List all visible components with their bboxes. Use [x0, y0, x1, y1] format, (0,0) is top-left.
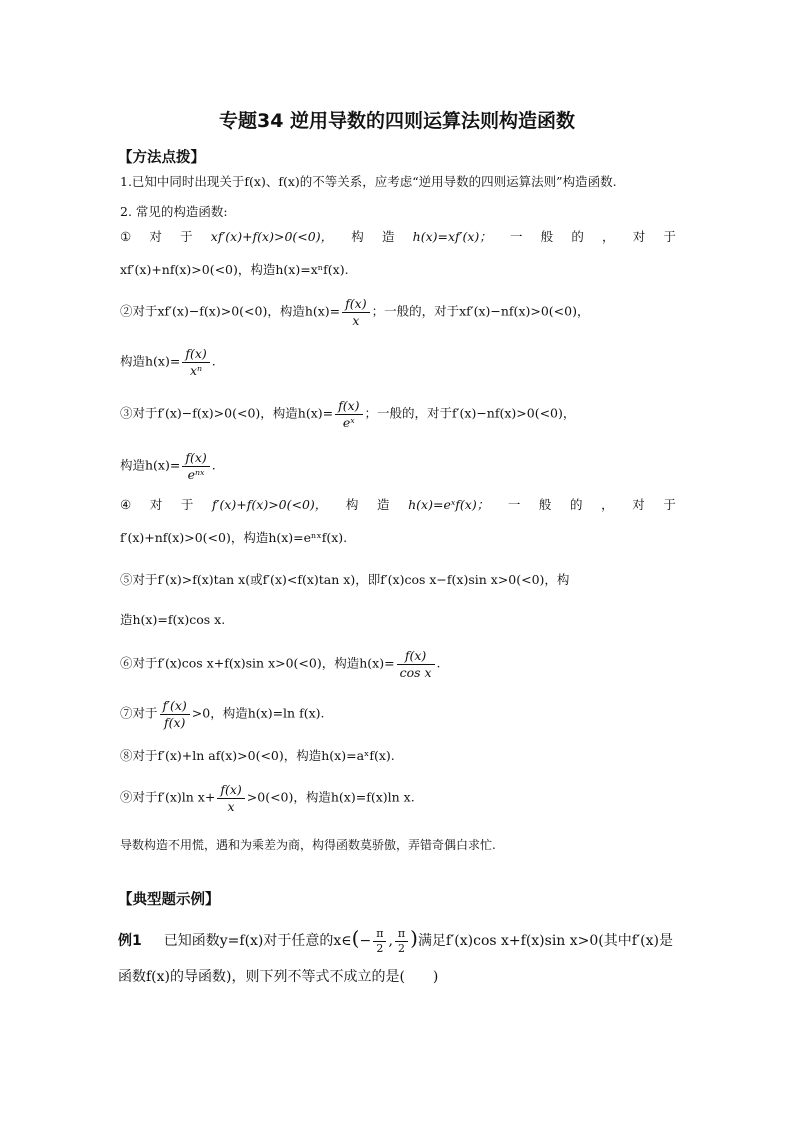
- construct-6-line: [120, 648, 441, 680]
- example-label: 例1: [118, 933, 142, 949]
- mnemonic-note: 导数构造不用慌，遇和为乘差为商，构得函数莫骄傲，弄错奇偶白求忙.: [120, 838, 496, 852]
- c9-pre: ⑨对于f′(x)ln x+: [120, 789, 216, 805]
- c6-pre: ⑥对于f′(x)cos x+f(x)sin x>0(<0)，构造h(x)=: [120, 655, 395, 671]
- c2-pre: ②对于xf′(x)−f(x)>0(<0)，构造h(x)=: [120, 303, 341, 319]
- c3-line2-pre: 构造h(x)=: [120, 457, 181, 473]
- c4-part: ，: [601, 497, 614, 512]
- c1-part: 对: [149, 229, 162, 244]
- fraction: [397, 648, 435, 680]
- construct-2-line-2: [120, 346, 216, 378]
- c4-part: f′(x)+f(x)>0(<0)，: [212, 497, 328, 512]
- fraction-numerator: f(x): [342, 296, 369, 313]
- fraction-denominator: xⁿ: [189, 362, 203, 378]
- fraction-numerator: π: [395, 927, 408, 942]
- example-text-pre: 已知函数y=f(x)对于任意的x∈: [163, 933, 352, 949]
- c4-part: 对: [632, 497, 645, 512]
- fraction: [182, 346, 209, 378]
- fraction: [373, 927, 386, 956]
- fraction: [160, 698, 190, 730]
- interval-minus: −: [359, 933, 372, 949]
- fraction-numerator: f(x): [182, 346, 209, 363]
- construct-3-line-1: [120, 398, 575, 430]
- method-line-1: 1.已知中同时出现关于f(x)、f(x)的不等关系，应考虑“逆用导数的四则运算法则”构造函数.: [120, 174, 617, 189]
- c1-part: 构: [351, 229, 364, 244]
- construct-3-line-2: [120, 450, 216, 482]
- c7-post: >0，构造h(x)=ln f(x).: [191, 705, 325, 721]
- c7-pre: ⑦对于: [120, 705, 158, 721]
- interval-left-paren: (: [351, 926, 360, 950]
- c1-part: 一: [509, 229, 523, 244]
- c4-part: 一: [507, 497, 521, 512]
- interval-comma: ,: [388, 933, 393, 949]
- example-1-line-1: [118, 926, 673, 955]
- c3-pre: ③对于f′(x)−f(x)>0(<0)，构造h(x)=: [120, 405, 334, 421]
- construct-8-line: ⑧对于f′(x)+ln af(x)>0(<0)，构造h(x)=aˣf(x).: [120, 748, 395, 763]
- fraction-numerator: f(x): [182, 450, 209, 467]
- fraction-denominator: f(x): [163, 714, 186, 730]
- construct-1-line-2: xf′(x)+nf(x)>0(<0)，构造h(x)=xⁿf(x).: [120, 262, 349, 277]
- interval-right-paren: ): [410, 926, 418, 950]
- construct-5-line-2: 造h(x)=f(x)cos x.: [120, 612, 226, 627]
- fraction-denominator: cos x: [399, 664, 432, 680]
- section-heading-method: 【方法点拨】: [118, 150, 205, 166]
- c9-post: >0(<0)，构造h(x)=f(x)ln x.: [246, 789, 415, 805]
- construct-7-line: [120, 698, 324, 730]
- fraction-denominator: 2: [398, 941, 405, 955]
- fraction: [335, 398, 362, 430]
- c6-post: .: [436, 655, 441, 671]
- c1-part: 于: [180, 229, 193, 244]
- construct-5-line-1: ⑤对于f′(x)>f(x)tan x(或f′(x)<f(x)tan x)，即f′(x)cos x−f(x)sin x>0(<0)，构: [120, 572, 570, 587]
- c1-part: 对: [632, 229, 646, 244]
- fraction-numerator: f(x): [397, 648, 435, 665]
- construct-2-line-1: [120, 296, 589, 328]
- c1-part: 造: [381, 229, 395, 244]
- c1-part: 般: [540, 229, 554, 244]
- c1-part: ，: [602, 229, 615, 244]
- fraction-denominator: x: [227, 798, 235, 814]
- construct-4-line-2: f′(x)+nf(x)>0(<0)，构造h(x)=eⁿˣf(x).: [120, 530, 348, 545]
- c3-post: ；一般的，对于f′(x)−nf(x)>0(<0)，: [364, 405, 576, 421]
- c4-part: 于: [663, 497, 676, 512]
- c4-part: 般: [538, 497, 552, 512]
- c4-part: 造: [377, 497, 390, 512]
- fraction-numerator: f′(x): [160, 698, 190, 715]
- fraction-numerator: π: [373, 927, 386, 942]
- c2-post: ；一般的，对于xf′(x)−nf(x)>0(<0)，: [371, 303, 590, 319]
- fraction-numerator: f(x): [217, 782, 244, 799]
- fraction-denominator: x: [352, 312, 360, 328]
- c4-part: 的: [570, 497, 583, 512]
- fraction-denominator: eⁿˣ: [187, 466, 205, 482]
- construct-4-line-1: [120, 499, 676, 512]
- c1-part: 的: [571, 229, 584, 244]
- c1-part: ①: [120, 229, 132, 244]
- fraction-numerator: f(x): [335, 398, 362, 415]
- page-title: 专题34 逆用导数的四则运算法则构造函数: [218, 110, 576, 132]
- c4-part: ④: [120, 497, 132, 512]
- c4-part: h(x)=eˣf(x)；: [408, 497, 490, 512]
- c4-part: 构: [345, 497, 359, 512]
- fraction-denominator: eˣ: [342, 414, 355, 430]
- c1-part: xf′(x)+f(x)>0(<0)，: [210, 229, 334, 244]
- c2-line2-pre: 构造h(x)=: [120, 353, 181, 369]
- fraction: [217, 782, 244, 814]
- fraction: [395, 927, 408, 956]
- section-heading-examples: 【典型题示例】: [118, 892, 220, 908]
- fraction: [342, 296, 369, 328]
- c4-part: 于: [180, 497, 194, 512]
- example-1-line-2: 函数f(x)的导函数)，则下列不等式不成立的是( ): [118, 969, 439, 985]
- method-line-2: 2. 常见的构造函数:: [120, 204, 228, 219]
- c2-line2-post: .: [211, 353, 216, 369]
- fraction-denominator: 2: [376, 941, 384, 955]
- c3-line2-post: .: [211, 457, 216, 473]
- c1-part: h(x)=xf′(x)；: [412, 229, 492, 244]
- fraction: [182, 450, 209, 482]
- example-text-post: 满足f′(x)cos x+f(x)sin x>0(其中f′(x)是: [417, 933, 673, 949]
- c1-part: 于: [663, 229, 676, 244]
- construct-9-line: [120, 782, 415, 814]
- construct-1-line-1: [120, 231, 676, 244]
- c4-part: 对: [149, 497, 163, 512]
